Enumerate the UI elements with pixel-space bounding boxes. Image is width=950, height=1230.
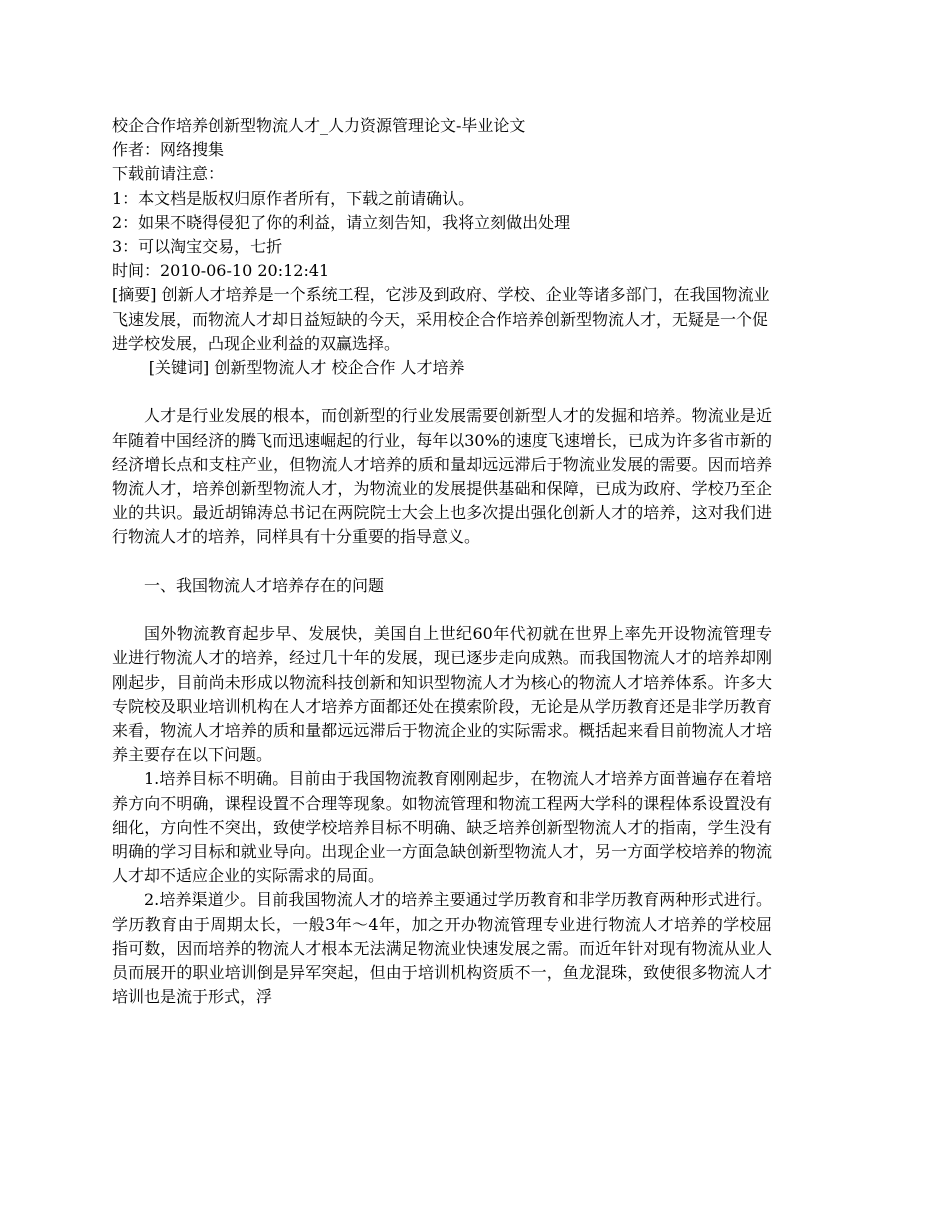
paragraph-spacer (112, 598, 772, 622)
document-author: 作者：网络搜集 (112, 140, 225, 160)
document-title: 校企合作培养创新型物流人才_人力资源管理论文-毕业论文 (112, 116, 526, 135)
keywords-text: [关键词] 创新型物流人才 校企合作 人才培养 (148, 358, 465, 378)
publish-time: 时间：2010-06-10 20:12:41 (112, 261, 330, 281)
section-heading: 一、我国物流人才培养存在的问题 (144, 575, 385, 595)
intro-paragraph: 人才是行业发展的根本，而创新型的行业发展需要创新型人才的发掘和培养。物流业是近年随着中国经济的腾飞而迅速崛起的行业，每年以30%的速度飞速增长，已成为许多省市新的经济增长点和支柱产业，但物流人才培养的质和量却远远滞后于物流业发展的需要。因而培养物流人才，培养创新型物流人才，为物流业的发展提供基础和保障，已成为政府、学校乃至企业的共识。最近胡锦涛总书记在两院院士大会上也多次提出强化创新人才的培养，这对我们进行物流人才的培养，同样具有十分重要的指导意义。 (112, 406, 772, 547)
notice-item: 1：本文档是版权归原作者所有，下载之前请确认。 (112, 188, 475, 208)
notice-header: 下载前请注意： (112, 164, 225, 184)
point-paragraph: 1.培养目标不明确。目前由于我国物流教育刚刚起步，在物流人才培养方面普遍存在着培养方向不明确，课程设置不合理等现象。如物流管理和物流工程两大学科的课程体系设置没有细化，方向性不突出，致使学校培养目标不明确、缺乏培养创新型物流人才的指南，学生没有明确的学习目标和就业导向。出现企业一方面急缺创新型物流人才，另一方面学校培养的物流人才却不适应企业的实际需求的局面。 (112, 769, 772, 886)
paragraph-spacer (112, 380, 772, 404)
section-paragraph: 国外物流教育起步早、发展快，美国自上世纪60年代初就在世界上率先开设物流管理专业进行物流人才的培养，经过几十年的发展，现已逐步走向成熟。而我国物流人才的培养却刚刚起步，目前尚未形成以物流科技创新和知识型物流人才为核心的物流人才培养体系。许多大专院校及职业培训机构在人才培养方面都还处在摸索阶段，无论是从学历教育还是非学历教育来看，物流人才培养的质和量都远远滞后于物流企业的实际需求。概括起来看目前物流人才培养主要存在以下问题。 (112, 624, 772, 765)
notice-item: 3：可以淘宝交易，七折 (112, 237, 283, 257)
document-page (112, 114, 772, 1009)
abstract-text: [摘要] 创新人才培养是一个系统工程，它涉及到政府、学校、企业等诸多部门，在我国物流业飞速发展，而物流人才却日益短缺的今天，采用校企合作培养创新型物流人才，无疑是一个促进学校发展，凸现企业利益的双赢选择。 (112, 285, 770, 353)
paragraph-spacer (112, 550, 772, 574)
point-paragraph: 2.培养渠道少。目前我国物流人才的培养主要通过学历教育和非学历教育两种形式进行。学历教育由于周期太长，一般3年～4年，加之开办物流管理专业进行物流人才培养的学校屈指可数，因而培养的物流人才根本无法满足物流业快速发展之需。而近年针对现有物流从业人员而展开的职业培训倒是异军突起，但由于培训机构资质不一，鱼龙混珠，致使很多物流人才培训也是流于形式，浮 (112, 890, 772, 1007)
notice-item: 2：如果不晓得侵犯了你的利益，请立刻告知，我将立刻做出处理 (112, 212, 571, 232)
